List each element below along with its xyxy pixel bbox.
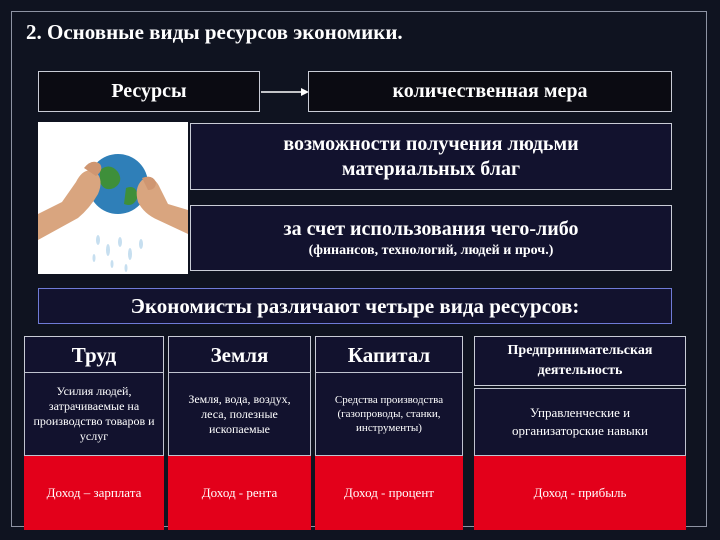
col-enterprise-desc	[474, 388, 686, 456]
col-capital-income	[315, 456, 463, 530]
col-land-income	[168, 456, 311, 530]
col-enterprise-income	[474, 456, 686, 530]
col-capital-desc-text: Средства производства (газопроводы, станки, инструменты)	[334, 394, 444, 434]
col-capital-head	[315, 336, 463, 374]
resources-box	[38, 71, 260, 112]
col-labor-name: Труд	[71, 342, 117, 367]
hands-globe-image	[38, 122, 188, 274]
slide-title: 2. Основные виды ресурсов экономики.	[26, 20, 403, 44]
means-text: за счет использования чего-либо	[283, 218, 579, 240]
measure-label: количественная мера	[392, 80, 588, 102]
col-enterprise-head	[474, 336, 686, 386]
col-land-desc	[168, 372, 311, 456]
possibility-box	[190, 123, 672, 190]
economists-text: Экономисты различают четыре вида ресурсов:	[130, 293, 580, 318]
col-labor-desc-text: Усилия людей, затрачиваемые на производство товаров и услуг	[33, 384, 155, 443]
col-capital-desc	[315, 372, 463, 456]
means-box	[190, 205, 672, 271]
col-land-desc-text: Земля, вода, воздух, леса, полезные ископаемые	[188, 391, 291, 436]
col-land-name: Земля	[210, 342, 269, 367]
col-labor-income-text: Доход – зарплата	[46, 485, 142, 500]
col-labor-desc	[24, 372, 164, 456]
col-land-head	[168, 336, 311, 374]
col-capital-name: Капитал	[347, 342, 431, 367]
means-subtext: (финансов, технологий, людей и проч.)	[308, 243, 554, 258]
possibility-text: возможности получения людьми материальных благ	[283, 132, 579, 180]
economists-box	[38, 288, 672, 324]
col-labor-income	[24, 456, 164, 530]
arrow-icon	[261, 85, 311, 99]
resources-label: Ресурсы	[111, 80, 187, 102]
measure-box	[308, 71, 672, 112]
hands-squeezing-globe-icon	[38, 122, 188, 274]
col-land-income-text: Доход - рента	[201, 485, 278, 500]
col-enterprise-name: Предпринимательская деятельность	[507, 343, 653, 378]
col-enterprise-income-text: Доход - прибыль	[533, 485, 627, 500]
col-enterprise-desc-text: Управленческие и организаторские навыки	[511, 405, 649, 438]
col-capital-income-text: Доход - процент	[344, 485, 434, 500]
col-labor-head	[24, 336, 164, 374]
